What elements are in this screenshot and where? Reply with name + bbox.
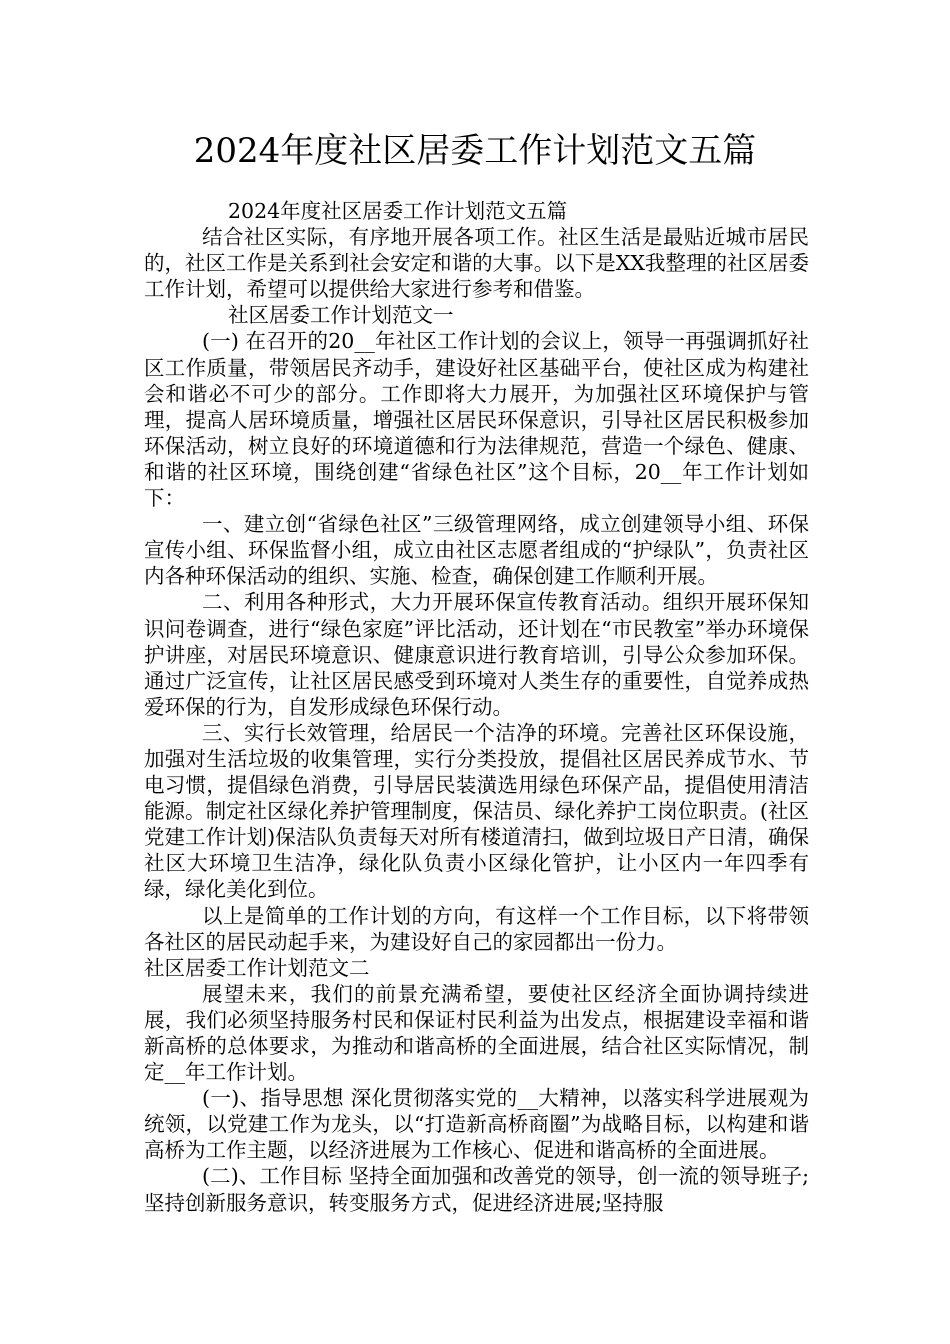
document-body: [144, 198, 809, 1216]
section-heading-two: 社区居委工作计划范文二: [144, 955, 370, 980]
document-title: 2024年度社区居委工作计划范文五篇: [193, 131, 757, 171]
paragraph: (二)、工作目标 坚持全面加强和改善党的领导，创一流的领导班子;坚持创新服务意识，转变服务方式，促进经济进展;坚持服: [144, 1164, 809, 1215]
paragraph-intro: 结合社区实际，有序地开展各项工作。社区生活是最贴近城市居民的，社区工作是关系到社会安定和谐的大事。以下是XX我整理的社区居委工作计划，希望可以提供给大家进行参考和借鉴。: [144, 225, 809, 302]
paragraph: 展望未来，我们的前景充满希望，要使社区经济全面协调持续进展，我们必须坚持服务村民和保证村民利益为出发点，根据建设幸福和谐新高桥的总体要求，为推动和谐高桥的全面进展，结合社区实际情况，制定__年工作计划。: [144, 981, 809, 1085]
paragraph-heading: 2024年度社区居委工作计划范文五篇: [228, 199, 568, 223]
paragraph: 以上是简单的工作计划的方向，有这样一个工作目标，以下将带领各社区的居民动起手来，为建设好自己的家园都出一份力。: [144, 903, 809, 954]
section-heading-one: 社区居委工作计划范文一: [228, 303, 454, 328]
paragraph: 二、利用各种形式，大力开展环保宣传教育活动。组织开展环保知识问卷调查，进行“绿色家庭”评比活动，还计划在“市民教室”举办环境保护讲座，对居民环境意识、健康意识进行教育培训，引导公众参加环保。通过广泛宣传，让社区居民感受到环境对人类生存的重要性，自觉养成热爱环保的行为，自发形成绿色环保行动。: [144, 590, 809, 719]
paragraph: (一)、指导思想 深化贯彻落实党的__大精神，以落实科学进展观为统领，以党建工作为龙头，以“打造新高桥商圈”为战略目标，以构建和谐高桥为工作主题，以经济进展为工作核心、促进和谐高桥的全面进展。: [144, 1086, 809, 1163]
paragraph: 三、实行长效管理，给居民一个洁净的环境。完善社区环保设施，加强对生活垃圾的收集管理，实行分类投放，提倡社区居民养成节水、节电习惯，提倡绿色消费，引导居民装潢选用绿色环保产品，提倡使用清洁能源。制定社区绿化养护管理制度，保洁员、绿化养护工岗位职责。(社区党建工作计划)保洁队负责每天对所有楼道清扫，做到垃圾日产日清，确保社区大环境卫生洁净，绿化队负责小区绿化管护，让小区内一年四季有绿，绿化美化到位。: [144, 720, 809, 902]
paragraph: 一、建立创“省绿色社区”三级管理网络，成立创建领导小组、环保宣传小组、环保监督小组，成立由社区志愿者组成的“护绿队”，负责社区内各种环保活动的组织、实施、检查，确保创建工作顺利开展。: [144, 512, 809, 589]
paragraph: (一) 在召开的20__年社区工作计划的会议上，领导一再强调抓好社区工作质量，带领居民齐动手，建设好社区基础平台，使社区成为构建社会和谐必不可少的部分。工作即将大力展开，为加强社区环境保护与管理，提高人居环境质量，增强社区居民环保意识，引导社区居民积极参加环保活动，树立良好的环境道德和行为法律规范，营造一个绿色、健康、和谐的社区环境，围绕创建“省绿色社区”这个目标，20__年工作计划如下：: [144, 329, 809, 511]
